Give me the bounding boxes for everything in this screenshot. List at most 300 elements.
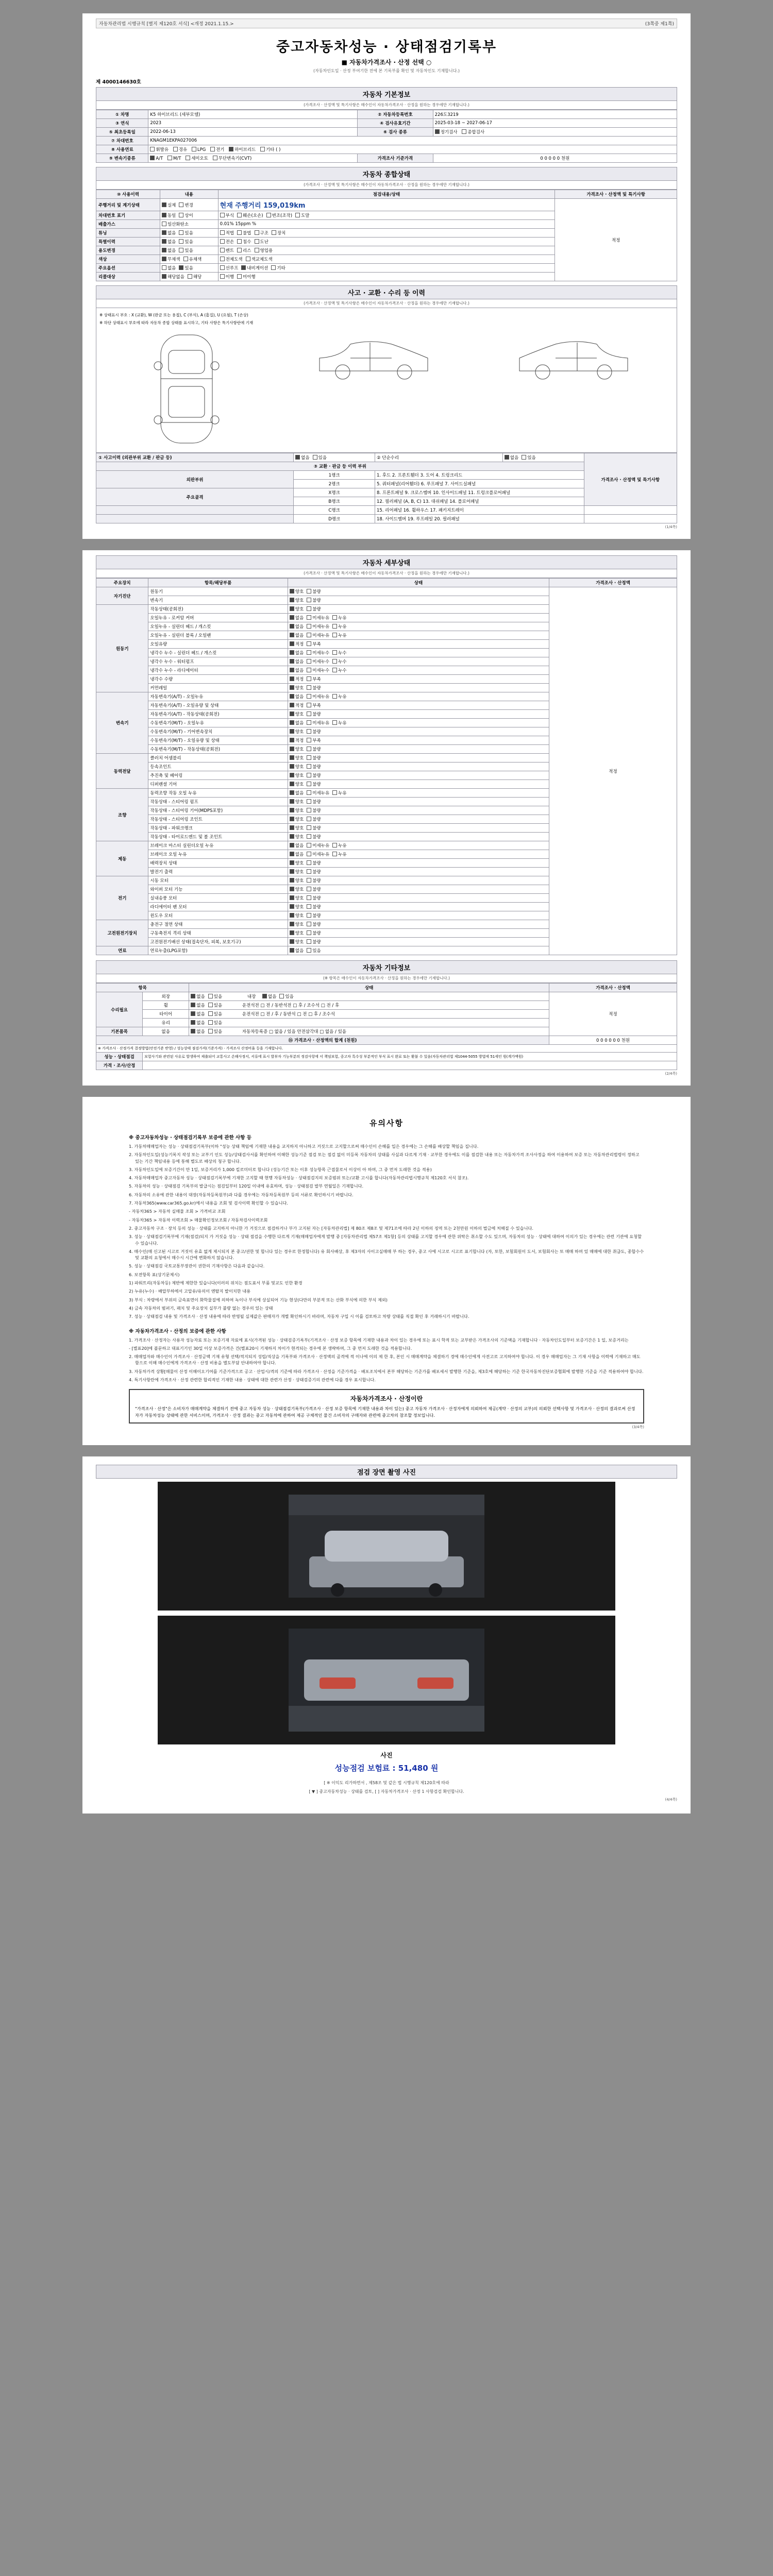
state-checkbox[interactable]: 불량: [307, 685, 321, 691]
checkbox-icon[interactable]: [307, 930, 311, 935]
device-state-options[interactable]: [288, 903, 549, 911]
checkbox-icon[interactable]: [307, 773, 311, 777]
state-checkbox[interactable]: 미세누수: [307, 667, 329, 673]
state-checkbox[interactable]: 불량: [307, 799, 321, 805]
device-state-options[interactable]: [288, 780, 549, 789]
state-checkbox[interactable]: 양호: [290, 904, 304, 910]
row-special-opts: 없음 있음: [160, 238, 218, 246]
checkbox-icon[interactable]: [290, 589, 294, 594]
rank2-items: 5. 쿼터패널(리어휀더) 6. 루프패널 7. 사이드실패널: [375, 480, 584, 488]
col-price-note: 가격조사 · 산정액 및 특기사항: [555, 190, 677, 199]
checkbox-icon[interactable]: [290, 764, 294, 769]
device-part-label: 고전원전기배선 상태(접속단자, 피복, 보호기구): [148, 938, 288, 946]
checkbox-icon[interactable]: [332, 790, 337, 795]
device-state-options[interactable]: [288, 622, 549, 631]
state-checkbox[interactable]: 부족: [307, 676, 321, 682]
checkbox-icon[interactable]: [307, 948, 311, 953]
device-state-options[interactable]: [288, 649, 549, 657]
checkbox-icon[interactable]: [290, 852, 294, 856]
notice-paragraph: 5. 성능 · 상태점검 국토교통부장관이 권한의 기재사항은 다음과 같습니다.: [129, 1263, 265, 1269]
rank1-items: 1. 후드 2. 프론트휀더 3. 도어 4. 트렁크리드: [375, 471, 584, 480]
state-checkbox[interactable]: 적정: [290, 641, 304, 647]
device-part-label: 작동상태 - 스티어링 기어(MDPS포함): [148, 806, 288, 815]
checkbox-icon[interactable]: [307, 711, 311, 716]
device-state-options[interactable]: [288, 946, 549, 955]
state-checkbox[interactable]: 불량: [307, 588, 321, 595]
checkbox-icon[interactable]: [290, 615, 294, 620]
state-checkbox[interactable]: 누수: [332, 650, 346, 656]
checkbox-icon[interactable]: [290, 817, 294, 821]
state-checkbox[interactable]: 누유: [332, 693, 346, 700]
checkbox-icon[interactable]: [307, 878, 311, 883]
state-checkbox[interactable]: 불량: [307, 597, 321, 603]
state-checkbox[interactable]: 불량: [307, 816, 321, 822]
state-checkbox[interactable]: 미세누유: [307, 842, 329, 849]
state-checkbox[interactable]: 미세누유: [307, 720, 329, 726]
table-head-row: [96, 579, 677, 587]
device-state-options[interactable]: [288, 640, 549, 649]
checkbox-icon[interactable]: [307, 860, 311, 865]
checkbox-icon[interactable]: [307, 869, 311, 874]
checkbox-icon[interactable]: [290, 729, 294, 734]
checkbox-icon[interactable]: [307, 729, 311, 734]
state-checkbox[interactable]: 양호: [290, 606, 304, 612]
state-checkbox[interactable]: 양호: [290, 781, 304, 787]
checkbox-icon[interactable]: [307, 790, 311, 795]
device-part-label: 수동변속기(M/T) - 작동상태(공회전): [148, 745, 288, 754]
device-state-options[interactable]: [288, 938, 549, 946]
row-recall-detail: 이행 미이행: [218, 273, 555, 281]
table-row: [96, 587, 677, 596]
checkbox-icon[interactable]: [290, 904, 294, 909]
device-state-options[interactable]: [288, 710, 549, 719]
state-checkbox[interactable]: 누수: [332, 667, 346, 673]
state-checkbox[interactable]: 누유: [332, 851, 346, 857]
checkbox-icon[interactable]: [290, 825, 294, 830]
notice-paragraph: 3. 성능 · 상태점검기록부에 기재(점검)되지 가 거짓을 성능 · 상태 점검을 수행한 다르게 기재(매매업자에게 발행 중 [자동차관리법 제57조 제1항] 등의 상태를 고지할 경우에 관한 위탁은 취소할 수도 있으며, 자동차의 성능 · 상태에 대하여 이의가 있는 경우에는 관련 기관에 요청할 수 있습니다.: [129, 1234, 642, 1246]
notice-paragraph: - 자동차365 > 자동차 실매물 조회 > 가격비교 조회: [129, 1209, 226, 1214]
checkbox-icon[interactable]: [307, 904, 311, 909]
state-checkbox[interactable]: 불량: [307, 711, 321, 717]
checkbox-icon[interactable]: [307, 939, 311, 944]
state-checkbox[interactable]: 없음: [290, 623, 304, 630]
skel-rank-d-label: D랭크: [294, 515, 375, 523]
device-state-options[interactable]: [288, 850, 549, 859]
checkbox-icon[interactable]: [290, 694, 294, 699]
state-checkbox[interactable]: 양호: [290, 921, 304, 927]
checkbox-icon[interactable]: [332, 615, 337, 620]
device-state-options[interactable]: [288, 859, 549, 868]
section-overall-title: 자동차 종합상태: [96, 167, 677, 181]
state-checkbox[interactable]: 불량: [307, 606, 321, 612]
state-checkbox[interactable]: 양호: [290, 895, 304, 901]
value-transmission: A/T M/T 세미오토 무단변속기(CVT): [148, 154, 358, 163]
state-checkbox[interactable]: 불량: [307, 807, 321, 814]
device-state-options[interactable]: [288, 605, 549, 614]
checkbox-icon[interactable]: [290, 939, 294, 944]
state-checkbox[interactable]: 적정: [290, 676, 304, 682]
checkbox-icon[interactable]: [290, 895, 294, 900]
state-checkbox[interactable]: 양호: [290, 877, 304, 884]
state-checkbox[interactable]: 불량: [307, 781, 321, 787]
state-checkbox[interactable]: 불량: [307, 860, 321, 866]
checkbox-icon[interactable]: [307, 825, 311, 830]
row-options-opts: 없음 있음: [160, 264, 218, 273]
device-state-options[interactable]: [288, 798, 549, 806]
state-checkbox[interactable]: 없음: [290, 650, 304, 656]
device-state-options[interactable]: [288, 824, 549, 833]
table-row: [96, 1061, 677, 1070]
device-state-options[interactable]: [288, 815, 549, 824]
checkbox-icon[interactable]: [307, 720, 311, 725]
state-checkbox[interactable]: 미세누수: [307, 650, 329, 656]
checkbox-icon[interactable]: [307, 755, 311, 760]
state-checkbox[interactable]: 미세누유: [307, 615, 329, 621]
state-checkbox[interactable]: 양호: [290, 816, 304, 822]
checkbox-icon[interactable]: [290, 790, 294, 795]
state-checkbox[interactable]: 불량: [307, 904, 321, 910]
checkbox-icon[interactable]: [290, 747, 294, 751]
checkbox-icon[interactable]: [307, 624, 311, 629]
checkbox-icon[interactable]: [332, 694, 337, 699]
checkbox-icon[interactable]: [332, 633, 337, 637]
repair-wheel-label: 휠: [143, 1001, 189, 1010]
checkbox-icon[interactable]: [307, 694, 311, 699]
state-checkbox[interactable]: 양호: [290, 834, 304, 840]
skel-note-cell: [584, 506, 677, 515]
device-part-label: 충전구 절연 상태: [148, 920, 288, 929]
state-checkbox[interactable]: 부족: [307, 641, 321, 647]
device-state-options[interactable]: [288, 684, 549, 692]
checkbox-icon[interactable]: [332, 852, 337, 856]
checkbox-icon[interactable]: [307, 633, 311, 637]
row-color-detail: 전체도색 색교체도색: [218, 255, 555, 264]
row-special-detail: 전손 침수 도난: [218, 238, 555, 246]
checkbox-icon[interactable]: [307, 895, 311, 900]
device-part-label: 시동 모터: [148, 876, 288, 885]
state-checkbox[interactable]: 없음: [290, 615, 304, 621]
notice-title: 유의사항: [369, 1118, 404, 1128]
state-checkbox[interactable]: 불량: [307, 772, 321, 778]
state-checkbox[interactable]: 양호: [290, 772, 304, 778]
state-checkbox[interactable]: 불량: [307, 764, 321, 770]
device-part-label: 연료누출(LPG포함): [148, 946, 288, 955]
checkbox-icon[interactable]: [307, 589, 311, 594]
detail-table-body: [96, 587, 677, 955]
state-checkbox[interactable]: 양호: [290, 711, 304, 717]
state-checkbox[interactable]: 양호: [290, 685, 304, 691]
state-checkbox[interactable]: 불량: [307, 877, 321, 884]
state-checkbox[interactable]: 양호: [290, 912, 304, 919]
device-state-options[interactable]: [288, 692, 549, 701]
state-checkbox[interactable]: 양호: [290, 764, 304, 770]
checkbox-icon[interactable]: [307, 747, 311, 751]
device-state-options[interactable]: [288, 727, 549, 736]
device-state-options[interactable]: [288, 701, 549, 710]
device-state-options[interactable]: [288, 876, 549, 885]
row-color-label: 색상: [96, 255, 160, 264]
state-checkbox[interactable]: 누유: [332, 720, 346, 726]
state-checkbox[interactable]: 불량: [307, 834, 321, 840]
device-state-options[interactable]: [288, 719, 549, 727]
state-checkbox[interactable]: 양호: [290, 597, 304, 603]
state-checkbox[interactable]: 미세누유: [307, 851, 329, 857]
inspection-photo-rear: [158, 1616, 615, 1744]
device-state-options[interactable]: [288, 754, 549, 762]
state-checkbox[interactable]: 불량: [307, 869, 321, 875]
device-state-options[interactable]: [288, 868, 549, 876]
other-info-table: [96, 983, 677, 1070]
checkbox-icon[interactable]: [290, 606, 294, 611]
state-checkbox[interactable]: 누유: [332, 623, 346, 630]
state-checkbox[interactable]: 없음: [290, 693, 304, 700]
notice-paragraph: 2. 중고자동차 구조 · 장치 등의 성능 · 상태를 고지하지 아니한 가 거짓으로 점검하거나 부가 고지된 자는 [자동차관리법] 제 80조 제8조 및 제71조에 따라 2년 이하의 징역 또는 2천만원 이하의 벌금에 처해질 수 있습니다.: [129, 1225, 533, 1231]
checkbox-icon[interactable]: [290, 659, 294, 664]
device-part-label: 구동축전지 격리 상태: [148, 929, 288, 938]
device-state-options[interactable]: [288, 762, 549, 771]
page-tag-4: (4/4쪽): [665, 1797, 677, 1802]
checkbox-icon[interactable]: [307, 641, 311, 646]
state-checkbox[interactable]: 없음: [290, 790, 304, 796]
checkbox-icon[interactable]: [307, 606, 311, 611]
device-state-options[interactable]: [288, 920, 549, 929]
state-checkbox[interactable]: 양호: [290, 746, 304, 752]
state-checkbox[interactable]: 불량: [307, 930, 321, 936]
checkbox-icon[interactable]: [290, 878, 294, 883]
checkbox-icon[interactable]: [290, 641, 294, 646]
checkbox-icon[interactable]: [290, 598, 294, 602]
device-state-options[interactable]: [288, 806, 549, 815]
state-checkbox[interactable]: 양호: [290, 939, 304, 945]
state-checkbox[interactable]: 불량: [307, 886, 321, 892]
state-checkbox[interactable]: 누유: [332, 615, 346, 621]
checkbox-icon[interactable]: [290, 948, 294, 953]
checkbox-icon[interactable]: [307, 650, 311, 655]
state-checkbox[interactable]: 불량: [307, 921, 321, 927]
table-row: [96, 128, 677, 137]
state-checkbox[interactable]: 양호: [290, 860, 304, 866]
checkbox-icon[interactable]: [290, 887, 294, 891]
skel-spacer-2: [96, 515, 294, 523]
state-checkbox[interactable]: 양호: [290, 728, 304, 735]
checkbox-icon[interactable]: [290, 755, 294, 760]
checkbox-icon[interactable]: [307, 615, 311, 620]
device-state-options[interactable]: [288, 631, 549, 640]
state-checkbox[interactable]: 미세누수: [307, 658, 329, 665]
state-checkbox[interactable]: 불량: [307, 728, 321, 735]
car-side-view-right-icon: [514, 330, 633, 386]
checkbox-icon[interactable]: [290, 860, 294, 865]
device-state-options[interactable]: [288, 587, 549, 596]
section-photos-title: 점검 장면 촬영 사진: [96, 1465, 677, 1479]
checkbox-icon[interactable]: [307, 685, 311, 690]
device-state-options[interactable]: [288, 675, 549, 684]
state-checkbox[interactable]: 양호: [290, 825, 304, 831]
table-row: [96, 515, 677, 523]
table-row: [96, 119, 677, 128]
row-usechange-opts: 없음 있음: [160, 246, 218, 255]
checkbox-icon[interactable]: [290, 930, 294, 935]
page-subtitle: ■ 자동차가격조사 · 산정 선택 ○: [341, 59, 432, 66]
state-checkbox[interactable]: 누수: [332, 658, 346, 665]
state-checkbox[interactable]: 양호: [290, 807, 304, 814]
checkbox-icon[interactable]: [290, 869, 294, 874]
checkbox-icon[interactable]: [290, 676, 294, 681]
row-tuning-opts: 없음 있음: [160, 229, 218, 238]
checkbox-icon[interactable]: [290, 782, 294, 786]
device-state-options[interactable]: [288, 745, 549, 754]
section-basic-note: (가격조사 · 산정액 및 특기사항은 매수인이 자동차가격조사 · 산정을 원하는 경우에만 기재합니다.): [96, 101, 677, 110]
state-checkbox[interactable]: 불량: [307, 939, 321, 945]
state-checkbox[interactable]: 불량: [307, 746, 321, 752]
checkbox-icon[interactable]: [332, 650, 337, 655]
checkbox-icon[interactable]: [290, 720, 294, 725]
state-checkbox[interactable]: 양호: [290, 799, 304, 805]
state-checkbox[interactable]: 부족: [307, 737, 321, 743]
checkbox-icon[interactable]: [307, 852, 311, 856]
checkbox-icon[interactable]: [307, 799, 311, 804]
col-detail: 점검내용/상태: [218, 190, 555, 199]
state-checkbox[interactable]: 없음: [290, 720, 304, 726]
checkbox-icon[interactable]: [290, 843, 294, 848]
skel-rank-b-items: 12. 필러패널 (A, B, C) 13. 대쉬패널 14. 플로어패널: [375, 497, 584, 506]
checkbox-icon[interactable]: [290, 668, 294, 672]
checkbox-icon[interactable]: [307, 922, 311, 926]
state-checkbox[interactable]: 미세누유: [307, 790, 329, 796]
state-checkbox[interactable]: 없음: [290, 842, 304, 849]
skel-spacer: [96, 506, 294, 515]
section-overall-note: (가격조사 · 산정액 및 특기사항은 매수인이 자동차가격조사 · 산정을 원하는 경우에만 기재합니다.): [96, 181, 677, 190]
checkbox-icon[interactable]: [307, 834, 311, 839]
checkbox-icon[interactable]: [307, 676, 311, 681]
checkbox-icon[interactable]: [290, 685, 294, 690]
checkbox-icon[interactable]: [307, 817, 311, 821]
state-checkbox[interactable]: 없음: [290, 947, 304, 954]
device-state-options[interactable]: [288, 789, 549, 798]
label-year: ③ 연식: [96, 119, 148, 128]
checkbox-icon[interactable]: [307, 782, 311, 786]
state-checkbox[interactable]: 적정: [290, 702, 304, 708]
checkbox-icon[interactable]: [332, 659, 337, 664]
checkbox-icon[interactable]: [307, 764, 311, 769]
checkbox-icon[interactable]: [290, 711, 294, 716]
checkbox-icon[interactable]: [307, 703, 311, 707]
overall-note-cell: 적정: [555, 199, 677, 281]
col-part: 항목/해당부품: [148, 579, 288, 587]
state-checkbox[interactable]: 적정: [290, 737, 304, 743]
checkbox-icon[interactable]: [290, 808, 294, 812]
checkbox-icon[interactable]: [307, 808, 311, 812]
checkbox-icon[interactable]: [290, 703, 294, 707]
checkbox-icon[interactable]: [290, 799, 294, 804]
value-year: 2023: [148, 119, 358, 128]
checkbox-icon[interactable]: [332, 843, 337, 848]
checkbox-icon[interactable]: [290, 913, 294, 918]
state-checkbox[interactable]: 없음: [290, 667, 304, 673]
state-checkbox[interactable]: 불량: [307, 825, 321, 831]
device-state-options[interactable]: [288, 929, 549, 938]
state-checkbox[interactable]: 있음: [307, 947, 321, 954]
device-state-options[interactable]: [288, 736, 549, 745]
device-state-options[interactable]: [288, 894, 549, 903]
checkbox-icon[interactable]: [290, 624, 294, 629]
device-state-options[interactable]: [288, 841, 549, 850]
state-checkbox[interactable]: 미세누유: [307, 623, 329, 630]
checkbox-icon[interactable]: [307, 843, 311, 848]
checkbox-icon[interactable]: [290, 922, 294, 926]
state-checkbox[interactable]: 불량: [307, 755, 321, 761]
state-checkbox[interactable]: 양호: [290, 886, 304, 892]
checkbox-icon[interactable]: [332, 720, 337, 725]
footer-price-label: 가격 · 조사/산정: [96, 1061, 143, 1070]
state-checkbox[interactable]: 양호: [290, 869, 304, 875]
repair-glass-state: 없음 있음: [189, 1019, 549, 1027]
state-checkbox[interactable]: 양호: [290, 930, 304, 936]
checkbox-icon[interactable]: [307, 659, 311, 664]
checkbox-icon[interactable]: [307, 598, 311, 602]
state-checkbox[interactable]: 미세누유: [307, 693, 329, 700]
device-part-label: 브레이크 마스터 실린더오일 누유: [148, 841, 288, 850]
device-part-label: 수동변속기(M/T) - 오일누유: [148, 719, 288, 727]
row-recall-opts: 해당없음 해당: [160, 273, 218, 281]
checkbox-icon[interactable]: [307, 668, 311, 672]
device-state-options[interactable]: [288, 885, 549, 894]
state-checkbox[interactable]: 불량: [307, 912, 321, 919]
checkbox-icon[interactable]: [332, 668, 337, 672]
state-checkbox[interactable]: 양호: [290, 588, 304, 595]
checkbox-icon[interactable]: [290, 834, 294, 839]
state-checkbox[interactable]: 누유: [332, 790, 346, 796]
device-state-options[interactable]: [288, 657, 549, 666]
state-checkbox[interactable]: 없음: [290, 658, 304, 665]
row-emission-opts: 일산화탄소: [160, 220, 218, 229]
checkbox-icon[interactable]: [307, 738, 311, 742]
checkbox-icon[interactable]: [290, 650, 294, 655]
checkbox-icon[interactable]: [290, 738, 294, 742]
state-checkbox[interactable]: 부족: [307, 702, 321, 708]
outer-panel-head: 외판부위: [96, 471, 294, 488]
row-mileage-opts: 실제 변경: [160, 199, 218, 211]
checkbox-icon[interactable]: [290, 633, 294, 637]
device-group-label: 조향: [96, 789, 148, 841]
state-checkbox[interactable]: 누유: [332, 842, 346, 849]
basic-items-state: 없음 있음 자동차등록증 □ 없음 / 있음 안전삼각대 □ 없음 / 있음: [189, 1027, 549, 1036]
row-usechange-label: 용도변경: [96, 246, 160, 255]
state-checkbox[interactable]: 미세누유: [307, 632, 329, 638]
state-checkbox[interactable]: 불량: [307, 895, 321, 901]
table-row: [96, 506, 677, 515]
checkbox-icon[interactable]: [307, 887, 311, 891]
device-state-options[interactable]: [288, 614, 549, 622]
simple-repair-opts: 없음 있음: [502, 453, 584, 462]
state-checkbox[interactable]: 누유: [332, 632, 346, 638]
notice-paragraph: 4. 자동차매매업자 중고자동차 성능 · 상태점검기록부에 기재한 고지할 때 현행 자동차성능 · 상태점검지의 보증범위 또는/교환 고시를 합니다(자동차관리법시행규칙 제120호 서식 참조).: [129, 1175, 469, 1181]
checkbox-icon[interactable]: [307, 913, 311, 918]
device-state-options[interactable]: [288, 771, 549, 780]
state-checkbox[interactable]: 없음: [290, 632, 304, 638]
sheet-4: [82, 1456, 691, 1814]
device-state-options[interactable]: [288, 596, 549, 605]
device-state-options[interactable]: [288, 833, 549, 841]
sheet-3: [82, 1097, 691, 1445]
state-checkbox[interactable]: 없음: [290, 851, 304, 857]
notice-paragraph: 4) 금속 자동차의 범퍼기, 패치 및 주요장치 실부가 불량 없는 경우의 있는 상태: [129, 1305, 273, 1311]
device-state-options[interactable]: [288, 666, 549, 675]
state-checkbox[interactable]: 양호: [290, 755, 304, 761]
device-state-options[interactable]: [288, 911, 549, 920]
checkbox-icon[interactable]: [332, 624, 337, 629]
checkbox-icon[interactable]: [290, 773, 294, 777]
